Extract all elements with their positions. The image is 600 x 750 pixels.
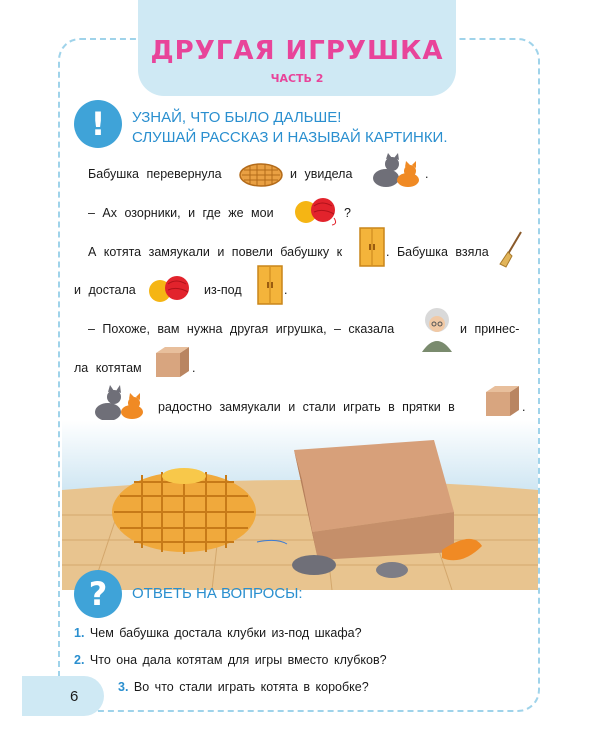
- story-text: ла котятам: [74, 361, 142, 375]
- story-text: .: [425, 167, 429, 181]
- story-text: и увидела: [290, 167, 353, 181]
- grandmother-icon: [418, 306, 456, 352]
- yarn-balls-icon: [146, 274, 194, 304]
- task1-line1: УЗНАЙ, ЧТО БЫЛО ДАЛЬШЕ!: [132, 109, 342, 126]
- question-icon: ?: [74, 570, 122, 618]
- story-text: . Бабушка взяла: [386, 245, 489, 259]
- page-number: 6: [70, 688, 79, 705]
- wardrobe-icon: [358, 226, 386, 268]
- question-text: Во что стали играть котята в коробке?: [133, 680, 369, 694]
- page-title: ДРУГАЯ ИГРУШКА: [150, 36, 444, 66]
- question-item: [118, 680, 369, 694]
- story-text: .: [522, 400, 526, 414]
- story-text: .: [192, 361, 196, 375]
- story-text: – Ах озорники, и где же мои: [88, 206, 274, 220]
- question-number: 1.: [74, 626, 85, 640]
- story-text: – Похоже, вам нужна другая игрушка, – сказала: [88, 322, 395, 336]
- task1-line2: СЛУШАЙ РАССКАЗ И НАЗЫВАЙ КАРТИНКИ.: [132, 129, 448, 146]
- exclamation-icon: !: [74, 100, 122, 148]
- page-number-tab: [22, 676, 104, 716]
- question-text: Чем бабушка достала клубки из-под шкафа?: [89, 626, 362, 640]
- story-text: и достала: [74, 283, 136, 297]
- story-text: ?: [344, 206, 351, 220]
- page-subtitle: ЧАСТЬ 2: [270, 72, 324, 85]
- kittens-icon: [366, 152, 424, 192]
- box-icon: [152, 343, 192, 379]
- wardrobe-icon: [256, 264, 284, 306]
- broom-icon: [498, 230, 524, 268]
- question-item: [74, 653, 387, 667]
- story-text: из-под: [204, 283, 242, 297]
- story-text: радостно замяукали и стали играть в прятки в: [158, 400, 455, 414]
- question-text: Что она дала котятам для игры вместо клубков?: [89, 653, 387, 667]
- question-item: [74, 626, 362, 640]
- task2-title: ОТВЕТЬ НА ВОПРОСЫ:: [132, 585, 303, 602]
- box-icon: [482, 382, 522, 418]
- illustration-basket-box-kittens: [62, 420, 538, 590]
- story-text: А котята замяукали и повели бабушку к: [88, 245, 343, 259]
- story-text: и принес-: [460, 322, 520, 336]
- yarn-balls-icon: [292, 196, 340, 226]
- question-number: 3.: [118, 680, 129, 694]
- question-number: 2.: [74, 653, 85, 667]
- basket-icon: [238, 162, 284, 188]
- story-text: .: [284, 283, 288, 297]
- story-text: Бабушка перевернула: [88, 167, 222, 181]
